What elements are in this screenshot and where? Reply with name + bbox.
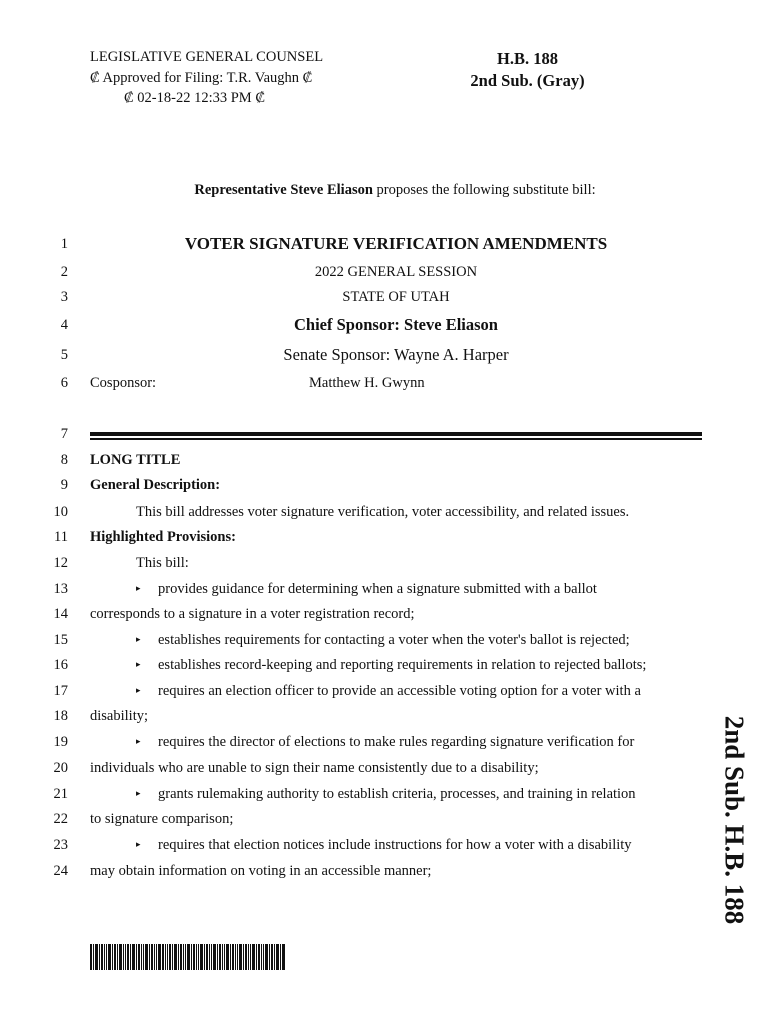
approval-line: ₡ Approved for Filing: T.R. Vaughn ₡ — [90, 69, 313, 86]
highlighted-provisions-heading: Highlighted Provisions: — [90, 529, 236, 545]
senate-sponsor: Senate Sponsor: Wayne A. Harper — [283, 345, 509, 364]
cosponsor-row — [90, 375, 702, 392]
provision-text: requires the director of elections to make rules regarding signature verification for — [158, 734, 635, 750]
provision-text: establishes requirements for contacting a voter when the voter's ballot is rejected; — [158, 632, 630, 648]
proposal-text: proposes the following substitute bill: — [372, 182, 596, 198]
provision-item — [90, 657, 748, 674]
bullet-icon: ▸ — [136, 736, 141, 746]
line-number: 12 — [53, 555, 68, 571]
line-number: 14 — [53, 606, 68, 622]
bullet-icon: ▸ — [136, 634, 141, 644]
provision-continuation: to signature comparison; — [90, 811, 234, 827]
divider-thin — [90, 438, 702, 440]
line-number: 20 — [53, 760, 68, 776]
line-number: 4 — [60, 317, 68, 333]
line-number: 9 — [60, 477, 68, 493]
provision-text: requires an election officer to provide an accessible voting option for a voter with a — [158, 683, 641, 699]
line-number: 24 — [53, 863, 68, 879]
line-number: 1 — [60, 236, 68, 252]
filing-header — [90, 47, 323, 109]
bullet-icon: ▸ — [136, 788, 141, 798]
line-number: 16 — [53, 657, 68, 673]
bullet-icon: ▸ — [136, 685, 141, 695]
provision-text: provides guidance for determining when a signature submitted with a ballot — [158, 581, 597, 597]
line-number: 5 — [60, 347, 68, 363]
state-label: STATE OF UTAH — [342, 289, 450, 305]
provision-item — [90, 837, 748, 854]
provision-item — [90, 734, 748, 751]
bill-title: VOTER SIGNATURE VERIFICATION AMENDMENTS — [184, 234, 608, 253]
chief-sponsor: Chief Sponsor: Steve Eliason — [294, 315, 498, 334]
barcode-icon — [90, 944, 285, 970]
bullet-icon: ▸ — [136, 659, 141, 669]
line-number: 21 — [53, 786, 68, 802]
provision-text: grants rulemaking authority to establish criteria, processes, and training in relation — [158, 786, 636, 802]
substitute-label: 2nd Sub. (Gray) — [470, 71, 585, 90]
provision-continuation: corresponds to a signature in a voter registration record; — [90, 606, 415, 622]
bullet-icon: ▸ — [136, 583, 141, 593]
line-number: 17 — [53, 683, 68, 699]
line-number: 22 — [53, 811, 68, 827]
provision-item — [90, 632, 748, 649]
provision-text: requires that election notices include instructions for how a voter with a disability — [158, 837, 632, 853]
cosponsor-label: Cosponsor: — [90, 375, 157, 391]
bill-number: H.B. 188 — [497, 49, 558, 68]
line-number: 8 — [60, 452, 68, 468]
line-number: 23 — [53, 837, 68, 853]
general-description-heading: General Description: — [90, 477, 221, 493]
line-number: 3 — [60, 289, 68, 305]
representative-name: Representative Steve Eliason — [194, 182, 373, 198]
line-number: 18 — [53, 708, 68, 724]
filing-datetime: ₡ 02-18-22 12:33 PM ₡ — [124, 90, 265, 106]
line-number: 19 — [53, 734, 68, 750]
provision-item — [90, 581, 748, 598]
proposal-statement — [90, 182, 700, 199]
description-text: This bill addresses voter signature verification, voter accessibility, and related issues. — [136, 504, 630, 520]
bullet-icon: ▸ — [136, 839, 141, 849]
provision-item — [90, 786, 748, 803]
provision-text: establishes record-keeping and reporting requirements in relation to rejected ballots; — [158, 657, 647, 673]
cosponsor-name: Matthew H. Gwynn — [309, 375, 425, 391]
session-label: 2022 GENERAL SESSION — [314, 264, 478, 280]
line-number: 7 — [60, 426, 68, 442]
provision-continuation: disability; — [90, 708, 148, 724]
bill-id-header — [455, 48, 600, 92]
line-number: 15 — [53, 632, 68, 648]
line-number: 13 — [53, 581, 68, 597]
provision-item — [90, 683, 748, 700]
line-number: 6 — [60, 375, 68, 391]
side-bill-label: 2nd Sub. H.B. 188 — [719, 715, 750, 925]
divider-thick — [90, 432, 702, 436]
provision-continuation: may obtain information on voting in an accessible manner; — [90, 863, 432, 879]
line-number: 2 — [60, 264, 68, 280]
provision-continuation: individuals who are unable to sign their name consistently due to a disability; — [90, 760, 539, 776]
counsel-label: LEGISLATIVE GENERAL COUNSEL — [90, 49, 324, 65]
this-bill-label: This bill: — [136, 555, 189, 571]
line-number: 10 — [53, 504, 68, 520]
line-number: 11 — [54, 529, 68, 545]
long-title-heading: LONG TITLE — [90, 452, 181, 468]
